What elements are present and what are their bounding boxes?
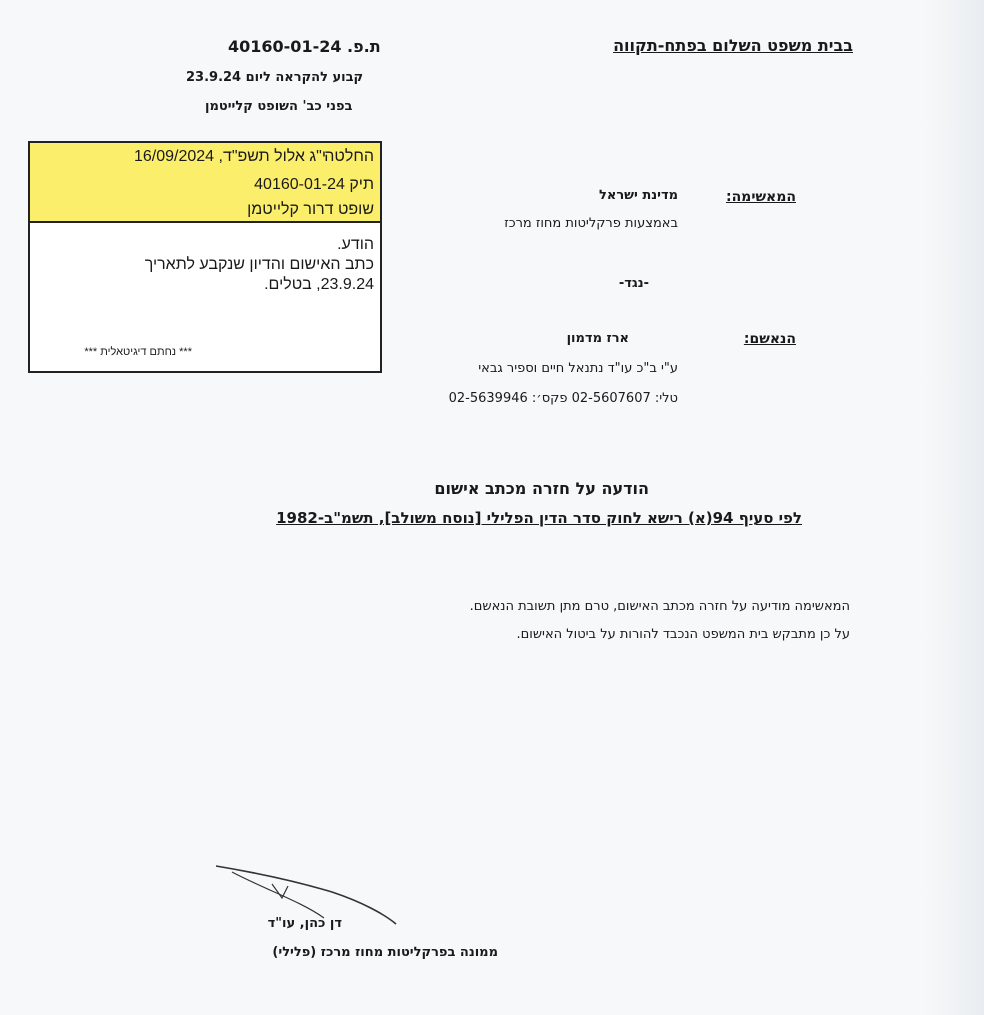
against-label: -נגד- — [618, 276, 649, 291]
accuser-via: באמצעות פרקליטות מחוז מרכז — [504, 216, 678, 231]
notice-paragraph-2: על כן מתבקש בית המשפט הנכבד להורות על ביטול האישום. — [516, 627, 850, 642]
notice-paragraph-1: המאשימה מודיעה על חזרה מכתב האישום, טרם מתן תשובת הנאשם. — [469, 599, 850, 614]
stamp-case: תיק 40160-01-24 — [254, 176, 374, 193]
stamp-title: החלטה — [324, 148, 374, 165]
signer-name: דן כהן, עו"ד — [267, 916, 342, 931]
stamp-date: י"ג אלול תשפ"ד, 16/09/2024 — [133, 148, 326, 165]
accused-name: ארז מדמון — [566, 331, 629, 346]
stamp-body-line2: 23.9.24, בטלים. — [264, 276, 374, 293]
accuser-name: מדינת ישראל — [598, 188, 678, 203]
court-name: בבית משפט השלום בפתח-תקווה — [613, 36, 853, 55]
accused-representatives: ע"י ב"כ עו"ד נתנאל חיים וספיר גבאי — [478, 361, 678, 376]
stamp-judge: שופט דרור קלייטמן — [247, 201, 374, 218]
signer-role: ממונה בפרקליטות מחוז מרכז (פלילי) — [272, 945, 498, 960]
page-shadow — [924, 0, 984, 1015]
accused-contact: טלי: 02-5607607 פקס׳: 02-5639946 — [448, 391, 678, 406]
decision-stamp — [28, 141, 382, 373]
notice-title: הודעה על חזרה מכתב אישום — [434, 479, 649, 498]
notice-subtitle: לפי סעיף 94(א) רישא לחוק סדר הדין הפלילי [נוסח משולב], תשמ"ב-1982 — [276, 509, 802, 527]
hearing-date: קבוע להקראה ליום 23.9.24 — [186, 70, 364, 85]
accuser-label: המאשימה: — [725, 189, 796, 205]
accused-label: הנאשם: — [743, 331, 796, 347]
case-number: ת.פ. 40160-01-24 — [228, 37, 381, 56]
judge-line: בפני כב' השופט קלייטמן — [205, 99, 353, 114]
stamp-body-line1: כתב האישום והדיון שנקבע לתאריך — [144, 256, 374, 273]
stamp-digital-signature: *** נחתם דיגיטאלית *** — [84, 346, 192, 358]
stamp-informed: הודע. — [337, 236, 374, 253]
